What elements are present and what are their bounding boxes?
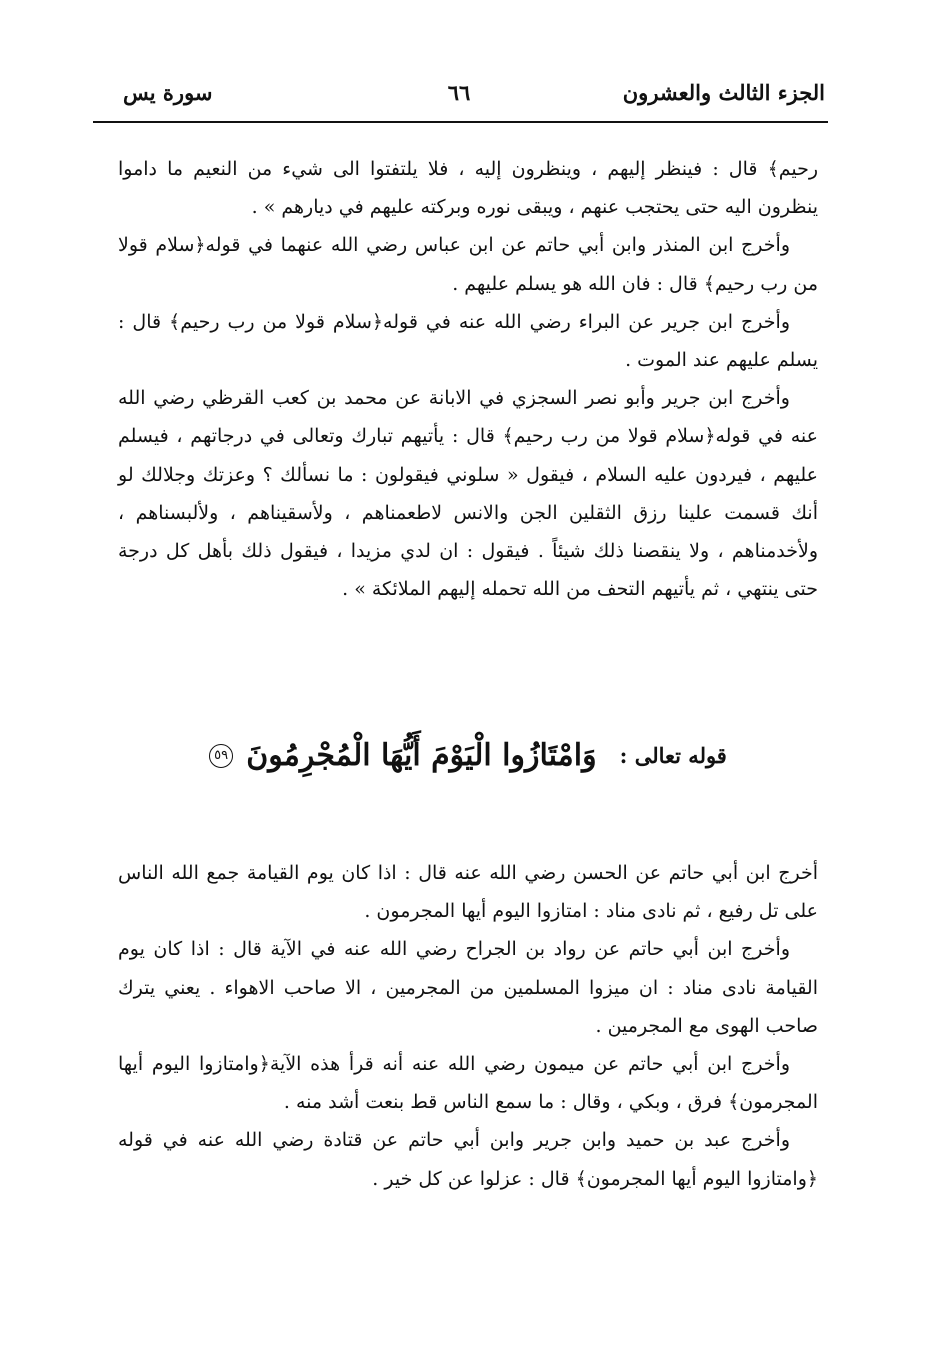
- paragraph: أخرج ابن أبي حاتم عن الحسن رضي الله عنه قال : اذا كان يوم القيامة جمع الله الناس على تل رفيع ، ثم نادى مناد : امتازوا اليوم أيها المجرمون .: [118, 862, 818, 923]
- juz-title: الجزء الثالث والعشرون: [622, 80, 825, 105]
- verse-label: قوله تعالى :: [619, 743, 727, 768]
- paragraph: وأخرج ابن جرير عن البراء رضي الله عنه في قوله﴿سلام قولا من رب رحيم﴾ قال : يسلم عليهم عند الموت .: [118, 310, 818, 372]
- running-header: [93, 72, 825, 122]
- paragraph: وأخرج عبد بن حميد وابن جرير وابن أبي حاتم عن قتادة رضي الله عنه في قوله ﴿وامتازوا اليوم أيها المجرمون﴾ قال : عزلوا عن كل خير .: [118, 1129, 818, 1190]
- paragraph: وأخرج ابن أبي حاتم عن رواد بن الجراح رضي الله عنه في الآية قال : اذا كان يوم القيامة نادى مناد : ان ميزوا المسلمين من المجرمين ، الا صاحب الاهواء . يعني يترك صاحب الهوى مع المجرمين .: [118, 938, 818, 1037]
- top-text-block: [118, 150, 818, 608]
- paragraph: وأخرج ابن أبي حاتم عن ميمون رضي الله عنه أنه قرأ هذه الآية﴿وامتازوا اليوم أيها المجرمون﴾ فرق ، وبكي ، وقال : ما سمع الناس قط بنعت أشد منه .: [118, 1053, 818, 1114]
- header-rule: [93, 121, 828, 123]
- ayah-text: وَامْتَازُوا الْيَوْمَ أَيُّهَا الْمُجْرِمُونَ: [246, 738, 597, 773]
- bottom-text-block: [118, 854, 818, 1198]
- ayah-number-marker: ٥٩: [209, 744, 233, 768]
- paragraph: وأخرج ابن جرير وأبو نصر السجزي في الابانة عن محمد بن كعب القرظي رضي الله عنه في قوله﴿سلام قولا من رب رحيم﴾ قال : يأتيهم تبارك وتعالى في درجاتهم ، فيسلم عليهم ، فيردون عليه السلام ، فيقول « سلوني فيقولون : ما نسألك ؟ وعزتك وجلالك لو أنك قسمت علينا رزق الثقلين الجن والانس لاطعمناهم ، ولأسقيناهم ، ولألبسناهم ، ولأخدمناهم ، ولا ينقصنا ذلك شيئاً . فيقول : ان لدي مزيدا ، فيقول ذلك بأهل كل درجة حتى ينتهي ، ثم يأتيهم التحف من الله تحمله إليهم الملائكة » .: [118, 387, 818, 601]
- paragraph: وأخرج ابن المنذر وابن أبي حاتم عن ابن عباس رضي الله عنهما في قوله﴿سلام قولا من رب رحيم﴾ قال : فان الله هو يسلم عليهم .: [118, 234, 818, 295]
- verse-heading: [118, 738, 818, 794]
- page-number: ٦٦: [447, 80, 471, 105]
- paragraph: رحيم﴾ قال : فينظر إليهم ، وينظرون إليه ، فلا يلتفتوا الى شيء من النعيم ما داموا ينظرون اليه حتى يحتجب عنهم ، ويبقى نوره وبركته عليهم في ديارهم » .: [118, 158, 818, 219]
- surah-title: سورة يس: [123, 80, 213, 105]
